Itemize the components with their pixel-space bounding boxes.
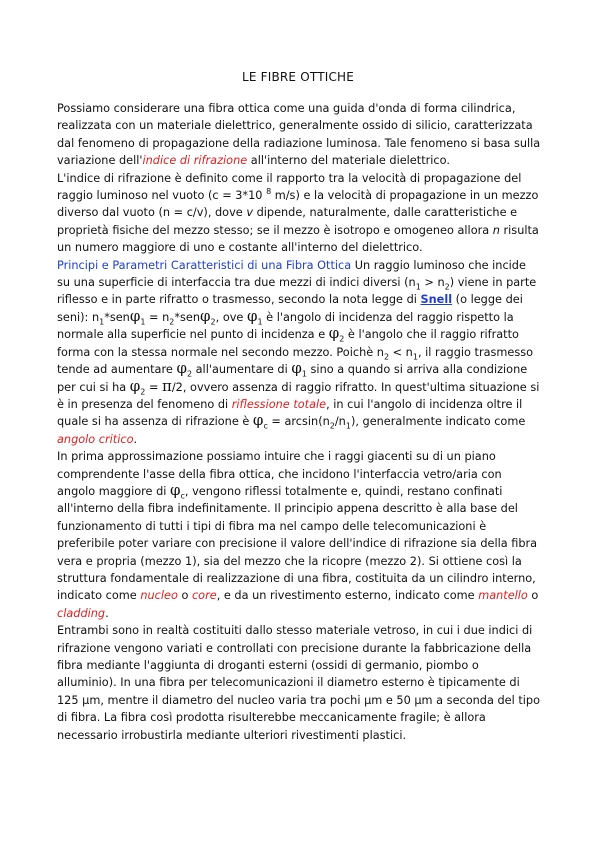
- subscript: 2: [169, 317, 175, 327]
- term-riflessione-totale: riflessione totale: [231, 397, 327, 411]
- text: L'indice di rifrazione è definito come il rapporto tra la velocità di propagazione del raggio luminoso nel vuoto (c = 3*10: [57, 171, 522, 203]
- phi-symbol: φ: [200, 306, 211, 325]
- text: > n: [420, 276, 445, 290]
- subscript: 2: [339, 334, 345, 344]
- subscript: c: [180, 491, 185, 501]
- paragraph-refractive-index: [57, 170, 541, 257]
- paragraph-approximation: [57, 448, 541, 622]
- text: /n: [334, 415, 346, 429]
- text: ) viene in parte riflesso e in parte rifratto o trasmesso, secondo la nota legge di: [57, 276, 537, 307]
- text: sino a quando si arriva alla condizione per cui si ha: [57, 363, 528, 394]
- exponent: 8: [266, 187, 272, 197]
- text: Entrambi sono in realtà costituiti dallo stesso materiale vetroso, in cui i due indici di rifrazione vengono variati e controllati con precisione durante la fabbricazione della fibra mediante l'aggiunta di droganti esterni (ossidi di germanio, piombo o alluminio). In una fibra per telecomunicazioni il diametro esterno è tipicamente di 125: [57, 624, 533, 707]
- subscript: 1: [140, 317, 146, 327]
- text: è l'angolo di incidenza del raggio rispetto la normale alla superficie nel punto di incidenza e: [57, 310, 514, 342]
- text: o: [527, 589, 539, 603]
- text: dipende, naturalmente, dalle caratteristiche e proprietà fisiche del mezzo stesso; se il mezzo è isotropo e omogeneo allora: [57, 206, 518, 237]
- phi-symbol: φ: [246, 306, 258, 325]
- subscript: 1: [257, 317, 263, 327]
- subscript: 1: [412, 351, 418, 361]
- micron-unit: μm: [364, 693, 383, 707]
- subscript: 2: [329, 421, 335, 431]
- term-angolo-critico: angolo critico: [57, 432, 134, 446]
- text: .: [133, 432, 138, 446]
- section-heading: Principi e Parametri Caratteristici di una Fibra Ottica: [57, 258, 352, 272]
- subscript: c: [263, 421, 268, 431]
- subscript: 1: [301, 369, 307, 379]
- text: all'aumentare di: [192, 363, 292, 377]
- text: Possiamo considerare una fibra ottica come una guida d'onda di forma cilindrica, realizzata con un materiale dielettrico, generalmente ossido di silicio, caratterizzata dal fenomeno di propagazione della radiazione luminosa. Tale fenomeno si basa sulla variazione dell': [57, 102, 541, 168]
- term-indice-di-rifrazione: indice di rifrazione: [142, 154, 248, 168]
- text: *sen: [174, 310, 201, 324]
- subscript: 1: [415, 282, 421, 292]
- paragraph-intro: [57, 100, 541, 170]
- subscript: 2: [140, 386, 146, 396]
- document-body: [57, 100, 541, 744]
- micron-unit: μm: [414, 693, 433, 707]
- paragraph-materials: [57, 622, 541, 744]
- term-core: core: [191, 589, 217, 603]
- paragraph-principles: [57, 257, 541, 448]
- text: = arcsin(n: [267, 415, 330, 429]
- text: (o legge dei seni): n: [57, 293, 523, 324]
- text: m/s) e la velocità di propagazione in un mezzo diverso dal vuoto (n = c/v), dove: [57, 189, 539, 220]
- text: *sen: [104, 310, 130, 324]
- text: , e da un rivestimento esterno, indicato come: [216, 589, 479, 603]
- text: all'interno del materiale dielettrico.: [247, 154, 450, 168]
- text: , ove: [215, 310, 247, 324]
- text: ), generalmente indicato come: [350, 415, 526, 429]
- text: = n: [145, 310, 170, 324]
- subscript: 2: [444, 282, 450, 292]
- term-nucleo: nucleo: [140, 589, 178, 603]
- symbol-n: n: [492, 223, 500, 237]
- phi-symbol: φ: [291, 359, 302, 378]
- subscript: 1: [345, 421, 351, 431]
- subscript: 2: [383, 351, 390, 361]
- text: Un raggio luminoso che incide su una superficie di interfaccia tra due mezzi di indici diversi (n: [57, 258, 526, 290]
- text: e 50: [382, 693, 415, 707]
- pi-symbol: π: [162, 376, 172, 395]
- phi-symbol: φ: [176, 359, 187, 378]
- subscript: 2: [210, 317, 216, 327]
- text: =: [145, 380, 163, 394]
- term-cladding: cladding: [57, 606, 106, 620]
- text: o: [177, 589, 192, 603]
- text: , vengono riflessi totalmente e, quindi, restano confinati all'interno della fibra indefinitamente. Il principio appena descritto è alla base del funzionamento di tutti i tipi di fibra ma nel campo delle telecomunicazioni è preferibile poter variare con precisione il valore dell'indice di rifrazione sia della fibra vera e propria (mezzo 1), sia del mezzo che la ricopre (mezzo 2). Si ottiene così la struttura fondamentale di realizzazione di una fibra, costituita da un cilindro interno, indicato come: [57, 484, 538, 603]
- symbol-v: v: [246, 206, 253, 220]
- text: /2, ovvero assenza di raggio rifratto. In quest'ultima situazione si è in presenza del fenomeno di: [57, 380, 540, 411]
- phi-symbol: φ: [169, 480, 181, 499]
- text: In prima approssimazione possiamo intuire che i raggi giacenti su di un piano comprendente l'asse della fibra ottica, che incidono l'interfaccia vetro/aria con angolo maggiore di: [57, 450, 502, 498]
- subscript: 2: [186, 369, 193, 379]
- text: a seconda del tipo di fibra. La fibra così prodotta risulterebbe meccanicamente fragile; è allora necessario irrobustirla mediante ulteriori rivestimenti plastici.: [57, 693, 540, 742]
- text: .: [105, 606, 109, 620]
- term-mantello: mantello: [478, 589, 528, 603]
- phi-symbol: φ: [129, 306, 141, 325]
- phi-symbol: φ: [252, 411, 264, 430]
- page-title: LE FIBRE OTTICHE: [241, 70, 355, 84]
- snell-link[interactable]: Snell: [420, 293, 453, 307]
- phi-symbol: φ: [328, 324, 340, 343]
- text: , mentre il diametro del nucleo varia tra pochi: [100, 693, 365, 707]
- text: , in cui l'angolo di incidenza oltre il quale si ha assenza di rifrazione è: [57, 397, 523, 429]
- text: , il raggio trasmesso tende ad aumentare: [57, 345, 534, 377]
- text: < n: [389, 345, 413, 359]
- subscript: 1: [99, 317, 105, 327]
- text: risulta un numero maggiore di uno e costante all'interno del dielettrico.: [57, 223, 539, 255]
- text: è l'angolo che il raggio rifratto forma con la stessa normale nel secondo mezzo. Poichè n: [57, 328, 519, 359]
- micron-unit: μm: [82, 693, 101, 707]
- phi-symbol: φ: [129, 376, 141, 395]
